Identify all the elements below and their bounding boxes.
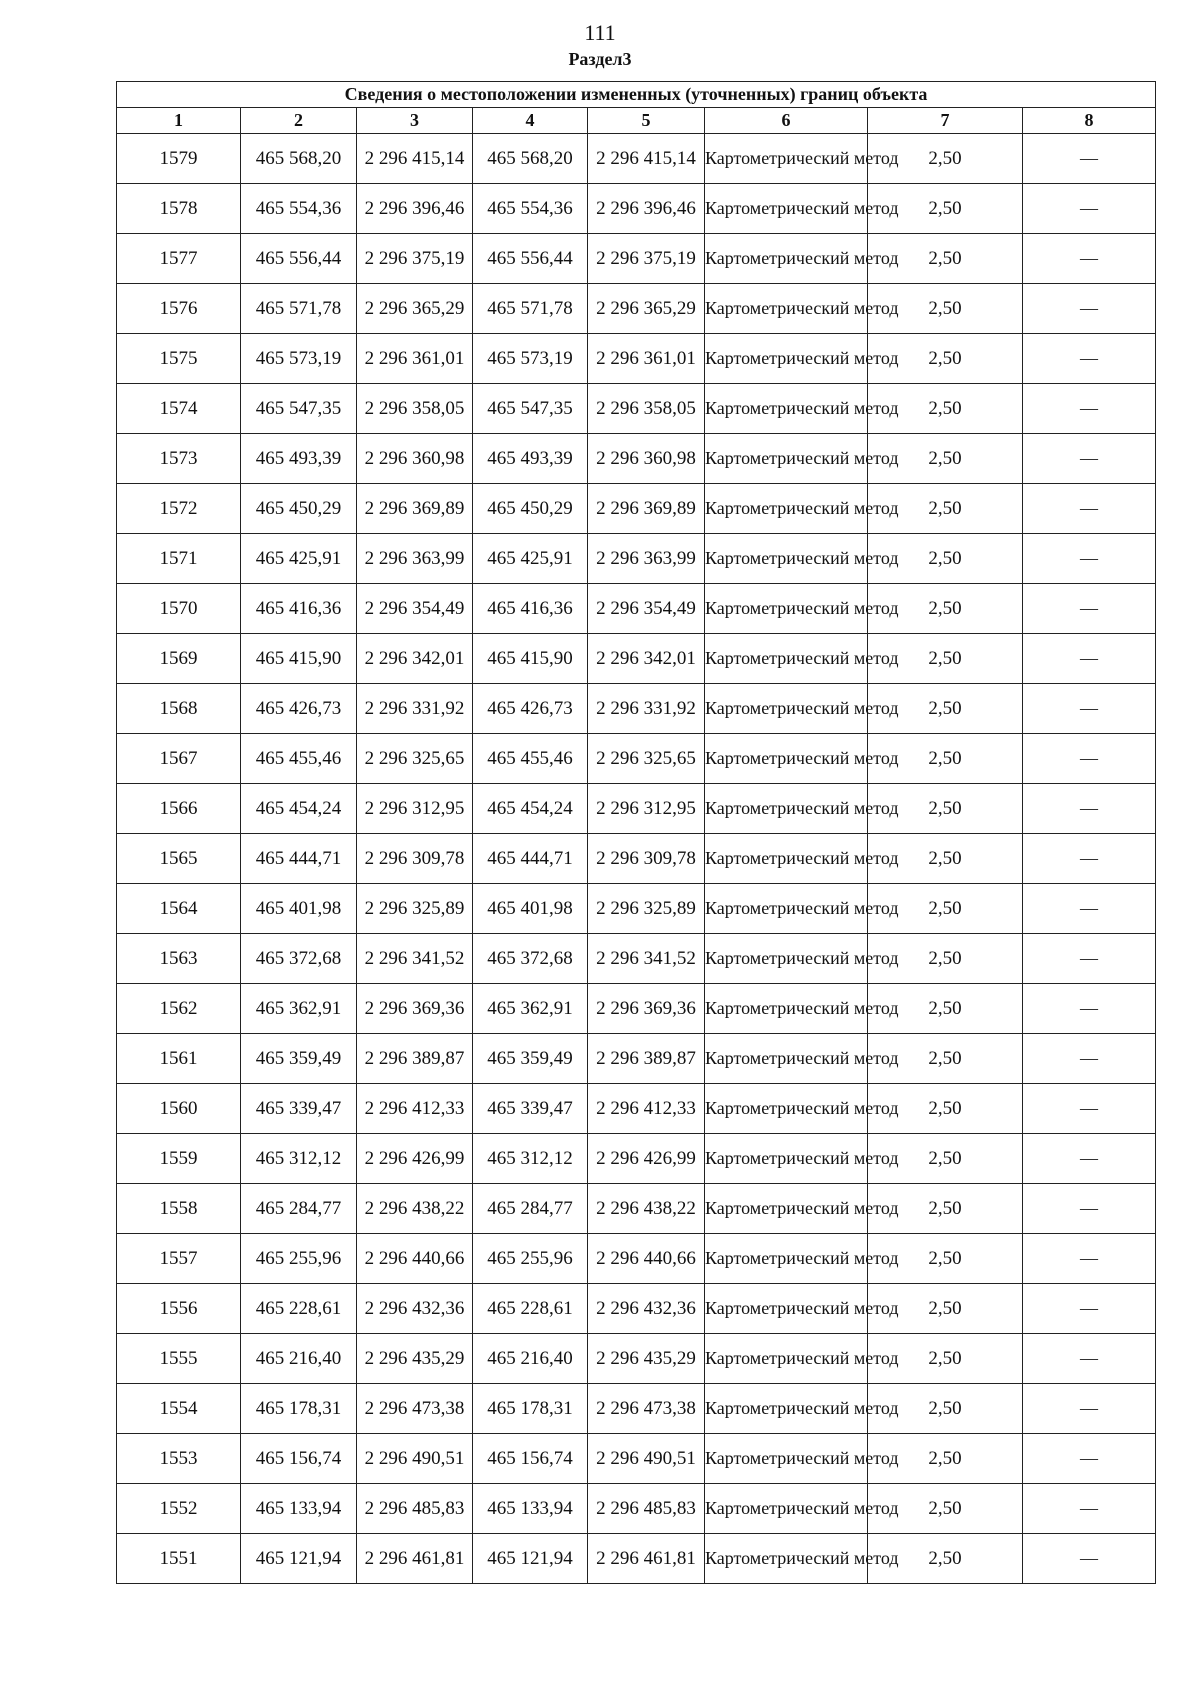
- existing-x-cell: 465 568,20: [241, 134, 357, 184]
- boundary-coordinates-table: [116, 81, 1156, 1584]
- column-number: 7: [868, 108, 1023, 134]
- refined-y-cell: 2 296 412,33: [588, 1084, 705, 1134]
- method-cell: Картометрический метод: [705, 184, 868, 234]
- refined-x-cell: 465 284,77: [473, 1184, 588, 1234]
- existing-y-cell: 2 296 426,99: [357, 1134, 473, 1184]
- existing-x-cell: 465 554,36: [241, 184, 357, 234]
- method-cell: Картометрический метод: [705, 1084, 868, 1134]
- existing-x-cell: 465 178,31: [241, 1384, 357, 1434]
- point-number-cell: 1579: [117, 134, 241, 184]
- table-row: [117, 634, 1156, 684]
- accuracy-cell: 2,50: [868, 384, 1023, 434]
- page-number: 111: [584, 20, 616, 45]
- refined-x-cell: 465 571,78: [473, 284, 588, 334]
- accuracy-cell: 2,50: [868, 1384, 1023, 1434]
- existing-y-cell: 2 296 389,87: [357, 1034, 473, 1084]
- existing-y-cell: 2 296 369,89: [357, 484, 473, 534]
- table-row: [117, 184, 1156, 234]
- existing-y-cell: 2 296 412,33: [357, 1084, 473, 1134]
- existing-y-cell: 2 296 490,51: [357, 1434, 473, 1484]
- method-cell: Картометрический метод: [705, 1334, 868, 1384]
- existing-x-cell: 465 493,39: [241, 434, 357, 484]
- accuracy-cell: 2,50: [868, 584, 1023, 634]
- method-cell: Картометрический метод: [705, 1134, 868, 1184]
- description-cell: —: [1023, 1284, 1156, 1334]
- refined-y-cell: 2 296 415,14: [588, 134, 705, 184]
- description-cell: —: [1023, 684, 1156, 734]
- column-number: 1: [117, 108, 241, 134]
- refined-x-cell: 465 455,46: [473, 734, 588, 784]
- table-row: [117, 1234, 1156, 1284]
- existing-x-cell: 465 571,78: [241, 284, 357, 334]
- method-cell: Картометрический метод: [705, 1434, 868, 1484]
- column-number: 2: [241, 108, 357, 134]
- existing-x-cell: 465 255,96: [241, 1234, 357, 1284]
- description-cell: —: [1023, 1384, 1156, 1434]
- method-cell: Картометрический метод: [705, 334, 868, 384]
- method-cell: Картометрический метод: [705, 234, 868, 284]
- refined-y-cell: 2 296 325,65: [588, 734, 705, 784]
- existing-x-cell: 465 401,98: [241, 884, 357, 934]
- existing-x-cell: 465 455,46: [241, 734, 357, 784]
- method-cell: Картометрический метод: [705, 1484, 868, 1534]
- point-number-cell: 1567: [117, 734, 241, 784]
- existing-x-cell: 465 556,44: [241, 234, 357, 284]
- table-row: [117, 1034, 1156, 1084]
- description-cell: —: [1023, 184, 1156, 234]
- refined-y-cell: 2 296 331,92: [588, 684, 705, 734]
- description-cell: —: [1023, 1534, 1156, 1584]
- existing-y-cell: 2 296 309,78: [357, 834, 473, 884]
- table-row: [117, 234, 1156, 284]
- point-number-cell: 1551: [117, 1534, 241, 1584]
- accuracy-cell: 2,50: [868, 1334, 1023, 1384]
- existing-x-cell: 465 339,47: [241, 1084, 357, 1134]
- existing-x-cell: 465 444,71: [241, 834, 357, 884]
- existing-x-cell: 465 121,94: [241, 1534, 357, 1584]
- table-row: [117, 834, 1156, 884]
- table-row: [117, 1184, 1156, 1234]
- refined-y-cell: 2 296 490,51: [588, 1434, 705, 1484]
- description-cell: —: [1023, 134, 1156, 184]
- method-cell: Картометрический метод: [705, 1534, 868, 1584]
- refined-y-cell: 2 296 426,99: [588, 1134, 705, 1184]
- column-number-row: [117, 108, 1156, 134]
- refined-y-cell: 2 296 389,87: [588, 1034, 705, 1084]
- accuracy-cell: 2,50: [868, 734, 1023, 784]
- accuracy-cell: 2,50: [868, 884, 1023, 934]
- refined-x-cell: 465 362,91: [473, 984, 588, 1034]
- existing-y-cell: 2 296 361,01: [357, 334, 473, 384]
- method-cell: Картометрический метод: [705, 484, 868, 534]
- accuracy-cell: 2,50: [868, 184, 1023, 234]
- refined-y-cell: 2 296 440,66: [588, 1234, 705, 1284]
- method-cell: Картометрический метод: [705, 384, 868, 434]
- existing-x-cell: 465 573,19: [241, 334, 357, 384]
- refined-x-cell: 465 216,40: [473, 1334, 588, 1384]
- point-number-cell: 1573: [117, 434, 241, 484]
- point-number-cell: 1557: [117, 1234, 241, 1284]
- refined-x-cell: 465 426,73: [473, 684, 588, 734]
- point-number-cell: 1570: [117, 584, 241, 634]
- existing-x-cell: 465 228,61: [241, 1284, 357, 1334]
- point-number-cell: 1559: [117, 1134, 241, 1184]
- column-number: 3: [357, 108, 473, 134]
- refined-y-cell: 2 296 435,29: [588, 1334, 705, 1384]
- description-cell: —: [1023, 434, 1156, 484]
- method-cell: Картометрический метод: [705, 584, 868, 634]
- refined-y-cell: 2 296 438,22: [588, 1184, 705, 1234]
- section-title: Раздел3: [568, 49, 632, 69]
- table-row: [117, 1484, 1156, 1534]
- existing-y-cell: 2 296 312,95: [357, 784, 473, 834]
- refined-y-cell: 2 296 432,36: [588, 1284, 705, 1334]
- accuracy-cell: 2,50: [868, 634, 1023, 684]
- method-cell: Картометрический метод: [705, 684, 868, 734]
- accuracy-cell: 2,50: [868, 1484, 1023, 1534]
- accuracy-cell: 2,50: [868, 1034, 1023, 1084]
- point-number-cell: 1574: [117, 384, 241, 434]
- refined-x-cell: 465 339,47: [473, 1084, 588, 1134]
- method-cell: Картометрический метод: [705, 1034, 868, 1084]
- table-row: [117, 934, 1156, 984]
- table-row: [117, 584, 1156, 634]
- table-row: [117, 334, 1156, 384]
- description-cell: —: [1023, 484, 1156, 534]
- table-row: [117, 1534, 1156, 1584]
- existing-y-cell: 2 296 396,46: [357, 184, 473, 234]
- description-cell: —: [1023, 884, 1156, 934]
- existing-y-cell: 2 296 369,36: [357, 984, 473, 1034]
- description-cell: —: [1023, 1034, 1156, 1084]
- refined-y-cell: 2 296 358,05: [588, 384, 705, 434]
- existing-y-cell: 2 296 473,38: [357, 1384, 473, 1434]
- point-number-cell: 1554: [117, 1384, 241, 1434]
- method-cell: Картометрический метод: [705, 984, 868, 1034]
- method-cell: Картометрический метод: [705, 534, 868, 584]
- refined-y-cell: 2 296 461,81: [588, 1534, 705, 1584]
- refined-x-cell: 465 450,29: [473, 484, 588, 534]
- refined-y-cell: 2 296 369,89: [588, 484, 705, 534]
- description-cell: —: [1023, 634, 1156, 684]
- point-number-cell: 1561: [117, 1034, 241, 1084]
- existing-x-cell: 465 426,73: [241, 684, 357, 734]
- table-row: [117, 884, 1156, 934]
- table-row: [117, 284, 1156, 334]
- description-cell: —: [1023, 534, 1156, 584]
- table-row: [117, 1384, 1156, 1434]
- table-row: [117, 1434, 1156, 1484]
- refined-y-cell: 2 296 473,38: [588, 1384, 705, 1434]
- refined-y-cell: 2 296 369,36: [588, 984, 705, 1034]
- description-cell: —: [1023, 384, 1156, 434]
- column-number: 4: [473, 108, 588, 134]
- existing-y-cell: 2 296 432,36: [357, 1284, 473, 1334]
- refined-y-cell: 2 296 325,89: [588, 884, 705, 934]
- description-cell: —: [1023, 284, 1156, 334]
- table-row: [117, 784, 1156, 834]
- refined-x-cell: 465 425,91: [473, 534, 588, 584]
- column-number: 6: [705, 108, 868, 134]
- existing-x-cell: 465 216,40: [241, 1334, 357, 1384]
- refined-y-cell: 2 296 312,95: [588, 784, 705, 834]
- existing-x-cell: 465 450,29: [241, 484, 357, 534]
- table-row: [117, 734, 1156, 784]
- table-caption-row: [117, 82, 1156, 108]
- column-number: 5: [588, 108, 705, 134]
- method-cell: Картометрический метод: [705, 834, 868, 884]
- table-row: [117, 1134, 1156, 1184]
- method-cell: Картометрический метод: [705, 134, 868, 184]
- existing-y-cell: 2 296 461,81: [357, 1534, 473, 1584]
- existing-x-cell: 465 312,12: [241, 1134, 357, 1184]
- refined-x-cell: 465 454,24: [473, 784, 588, 834]
- point-number-cell: 1569: [117, 634, 241, 684]
- point-number-cell: 1577: [117, 234, 241, 284]
- table-row: [117, 484, 1156, 534]
- refined-x-cell: 465 547,35: [473, 384, 588, 434]
- existing-y-cell: 2 296 363,99: [357, 534, 473, 584]
- existing-x-cell: 465 156,74: [241, 1434, 357, 1484]
- existing-y-cell: 2 296 365,29: [357, 284, 473, 334]
- existing-y-cell: 2 296 354,49: [357, 584, 473, 634]
- accuracy-cell: 2,50: [868, 1534, 1023, 1584]
- existing-y-cell: 2 296 435,29: [357, 1334, 473, 1384]
- accuracy-cell: 2,50: [868, 534, 1023, 584]
- accuracy-cell: 2,50: [868, 684, 1023, 734]
- description-cell: —: [1023, 1334, 1156, 1384]
- method-cell: Картометрический метод: [705, 1184, 868, 1234]
- method-cell: Картометрический метод: [705, 284, 868, 334]
- existing-x-cell: 465 454,24: [241, 784, 357, 834]
- accuracy-cell: 2,50: [868, 284, 1023, 334]
- refined-x-cell: 465 556,44: [473, 234, 588, 284]
- table-row: [117, 434, 1156, 484]
- refined-y-cell: 2 296 396,46: [588, 184, 705, 234]
- accuracy-cell: 2,50: [868, 334, 1023, 384]
- description-cell: —: [1023, 1184, 1156, 1234]
- description-cell: —: [1023, 784, 1156, 834]
- refined-x-cell: 465 359,49: [473, 1034, 588, 1084]
- existing-y-cell: 2 296 438,22: [357, 1184, 473, 1234]
- refined-x-cell: 465 415,90: [473, 634, 588, 684]
- method-cell: Картометрический метод: [705, 634, 868, 684]
- existing-y-cell: 2 296 331,92: [357, 684, 473, 734]
- refined-y-cell: 2 296 341,52: [588, 934, 705, 984]
- accuracy-cell: 2,50: [868, 934, 1023, 984]
- refined-x-cell: 465 568,20: [473, 134, 588, 184]
- method-cell: Картометрический метод: [705, 1234, 868, 1284]
- refined-x-cell: 465 554,36: [473, 184, 588, 234]
- existing-y-cell: 2 296 360,98: [357, 434, 473, 484]
- accuracy-cell: 2,50: [868, 984, 1023, 1034]
- description-cell: —: [1023, 1484, 1156, 1534]
- method-cell: Картометрический метод: [705, 1284, 868, 1334]
- description-cell: —: [1023, 934, 1156, 984]
- method-cell: Картометрический метод: [705, 784, 868, 834]
- description-cell: —: [1023, 1134, 1156, 1184]
- refined-x-cell: 465 444,71: [473, 834, 588, 884]
- existing-y-cell: 2 296 341,52: [357, 934, 473, 984]
- description-cell: —: [1023, 1434, 1156, 1484]
- point-number-cell: 1575: [117, 334, 241, 384]
- refined-y-cell: 2 296 375,19: [588, 234, 705, 284]
- point-number-cell: 1555: [117, 1334, 241, 1384]
- column-number: 8: [1023, 108, 1156, 134]
- refined-y-cell: 2 296 363,99: [588, 534, 705, 584]
- accuracy-cell: 2,50: [868, 834, 1023, 884]
- existing-y-cell: 2 296 325,65: [357, 734, 473, 784]
- point-number-cell: 1571: [117, 534, 241, 584]
- existing-y-cell: 2 296 325,89: [357, 884, 473, 934]
- table-row: [117, 1084, 1156, 1134]
- point-number-cell: 1578: [117, 184, 241, 234]
- accuracy-cell: 2,50: [868, 1084, 1023, 1134]
- refined-x-cell: 465 228,61: [473, 1284, 588, 1334]
- refined-x-cell: 465 372,68: [473, 934, 588, 984]
- refined-x-cell: 465 255,96: [473, 1234, 588, 1284]
- existing-x-cell: 465 284,77: [241, 1184, 357, 1234]
- accuracy-cell: 2,50: [868, 434, 1023, 484]
- description-cell: —: [1023, 834, 1156, 884]
- refined-x-cell: 465 573,19: [473, 334, 588, 384]
- accuracy-cell: 2,50: [868, 784, 1023, 834]
- refined-y-cell: 2 296 485,83: [588, 1484, 705, 1534]
- table-body: [117, 134, 1156, 1584]
- refined-x-cell: 465 178,31: [473, 1384, 588, 1434]
- refined-y-cell: 2 296 360,98: [588, 434, 705, 484]
- description-cell: —: [1023, 334, 1156, 384]
- refined-y-cell: 2 296 309,78: [588, 834, 705, 884]
- refined-x-cell: 465 401,98: [473, 884, 588, 934]
- point-number-cell: 1560: [117, 1084, 241, 1134]
- point-number-cell: 1568: [117, 684, 241, 734]
- point-number-cell: 1565: [117, 834, 241, 884]
- point-number-cell: 1563: [117, 934, 241, 984]
- accuracy-cell: 2,50: [868, 1184, 1023, 1234]
- table-caption: Сведения о местоположении измененных (уточненных) границ объекта: [117, 82, 1156, 108]
- description-cell: —: [1023, 734, 1156, 784]
- point-number-cell: 1564: [117, 884, 241, 934]
- method-cell: Картометрический метод: [705, 1384, 868, 1434]
- description-cell: —: [1023, 234, 1156, 284]
- existing-y-cell: 2 296 485,83: [357, 1484, 473, 1534]
- point-number-cell: 1576: [117, 284, 241, 334]
- table-row: [117, 534, 1156, 584]
- refined-y-cell: 2 296 342,01: [588, 634, 705, 684]
- point-number-cell: 1566: [117, 784, 241, 834]
- refined-x-cell: 465 121,94: [473, 1534, 588, 1584]
- existing-y-cell: 2 296 375,19: [357, 234, 473, 284]
- existing-x-cell: 465 415,90: [241, 634, 357, 684]
- point-number-cell: 1558: [117, 1184, 241, 1234]
- refined-y-cell: 2 296 354,49: [588, 584, 705, 634]
- method-cell: Картометрический метод: [705, 934, 868, 984]
- existing-x-cell: 465 362,91: [241, 984, 357, 1034]
- method-cell: Картометрический метод: [705, 434, 868, 484]
- point-number-cell: 1572: [117, 484, 241, 534]
- accuracy-cell: 2,50: [868, 1434, 1023, 1484]
- point-number-cell: 1552: [117, 1484, 241, 1534]
- description-cell: —: [1023, 584, 1156, 634]
- refined-x-cell: 465 416,36: [473, 584, 588, 634]
- existing-x-cell: 465 547,35: [241, 384, 357, 434]
- accuracy-cell: 2,50: [868, 1284, 1023, 1334]
- existing-y-cell: 2 296 415,14: [357, 134, 473, 184]
- refined-x-cell: 465 312,12: [473, 1134, 588, 1184]
- table-row: [117, 1284, 1156, 1334]
- existing-y-cell: 2 296 342,01: [357, 634, 473, 684]
- table-row: [117, 1334, 1156, 1384]
- accuracy-cell: 2,50: [868, 484, 1023, 534]
- existing-y-cell: 2 296 440,66: [357, 1234, 473, 1284]
- existing-x-cell: 465 133,94: [241, 1484, 357, 1534]
- accuracy-cell: 2,50: [868, 1234, 1023, 1284]
- existing-x-cell: 465 372,68: [241, 934, 357, 984]
- refined-x-cell: 465 493,39: [473, 434, 588, 484]
- description-cell: —: [1023, 984, 1156, 1034]
- refined-y-cell: 2 296 361,01: [588, 334, 705, 384]
- refined-y-cell: 2 296 365,29: [588, 284, 705, 334]
- point-number-cell: 1556: [117, 1284, 241, 1334]
- existing-x-cell: 465 425,91: [241, 534, 357, 584]
- method-cell: Картометрический метод: [705, 734, 868, 784]
- existing-x-cell: 465 416,36: [241, 584, 357, 634]
- description-cell: —: [1023, 1084, 1156, 1134]
- table-row: [117, 384, 1156, 434]
- existing-y-cell: 2 296 358,05: [357, 384, 473, 434]
- accuracy-cell: 2,50: [868, 134, 1023, 184]
- table-row: [117, 684, 1156, 734]
- table-row: [117, 984, 1156, 1034]
- existing-x-cell: 465 359,49: [241, 1034, 357, 1084]
- accuracy-cell: 2,50: [868, 1134, 1023, 1184]
- accuracy-cell: 2,50: [868, 234, 1023, 284]
- point-number-cell: 1562: [117, 984, 241, 1034]
- description-cell: —: [1023, 1234, 1156, 1284]
- method-cell: Картометрический метод: [705, 884, 868, 934]
- refined-x-cell: 465 156,74: [473, 1434, 588, 1484]
- point-number-cell: 1553: [117, 1434, 241, 1484]
- table-row: [117, 134, 1156, 184]
- refined-x-cell: 465 133,94: [473, 1484, 588, 1534]
